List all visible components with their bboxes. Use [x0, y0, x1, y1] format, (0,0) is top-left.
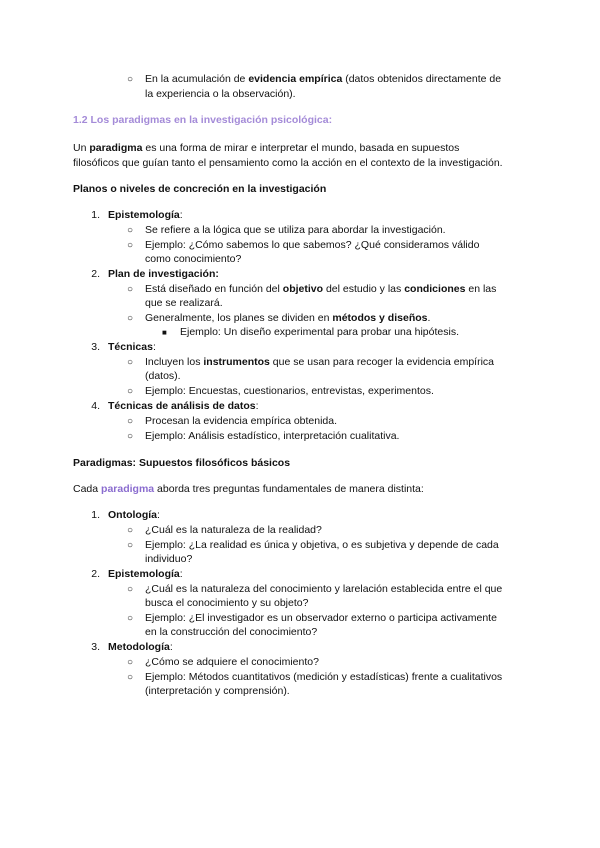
list-number: 1. — [91, 509, 100, 521]
list-number: 4. — [91, 400, 100, 412]
list-item-cont: como conocimiento? — [145, 253, 242, 265]
paradigmas-heading: Paradigmas: Supuestos filosóficos básicos — [73, 457, 291, 469]
plano-title: Técnicas: — [108, 341, 156, 353]
paradigma-link[interactable]: paradigma — [101, 483, 155, 495]
hollow-circle-icon: ○ — [127, 540, 134, 551]
pregunta-title: Ontología: — [108, 509, 160, 521]
hollow-circle-icon: ○ — [127, 525, 134, 536]
list-number: 3. — [91, 341, 100, 353]
list-item: Se refiere a la lógica que se utiliza para abordar la investigación. — [145, 224, 446, 236]
list-number: 2. — [91, 568, 100, 580]
hollow-circle-icon: ○ — [127, 416, 134, 427]
list-item: Ejemplo: Análisis estadístico, interpretación cualitativa. — [145, 430, 400, 442]
hollow-circle-icon: ○ — [127, 672, 134, 683]
list-item-cont: busca el conocimiento y su objeto? — [145, 597, 309, 609]
pregunta-title: Metodología: — [108, 641, 173, 653]
hollow-circle-icon: ○ — [127, 584, 134, 595]
list-item: Ejemplo: ¿La realidad es única y objetiva, o es subjetiva y depende de cada — [145, 539, 499, 551]
list-item-cont: (interpretación y comprensión). — [145, 685, 290, 697]
list-item-cont: que se realizará. — [145, 297, 223, 309]
list-item: Incluyen los instrumentos que se usan para recoger la evidencia empírica — [145, 356, 495, 368]
plano-title: Epistemología: — [108, 209, 183, 221]
list-item: ¿Cuál es la naturaleza del conocimiento y larelación establecida entre el que — [145, 583, 503, 595]
square-bullet-icon: ■ — [162, 328, 167, 337]
list-item: Ejemplo: ¿El investigador es un observador externo o participa activamente — [145, 612, 497, 624]
list-item: ¿Cómo se adquiere el conocimiento? — [145, 656, 319, 668]
intro-line2: filosóficos que guían tanto el pensamiento como la acción en el contexto de la investigación. — [73, 157, 503, 169]
hollow-circle-icon: ○ — [127, 613, 134, 624]
hollow-circle-icon: ○ — [127, 386, 134, 397]
plano-title: Técnicas de análisis de datos: — [108, 400, 259, 412]
list-number: 3. — [91, 641, 100, 653]
list-item-cont: en la construcción del conocimiento? — [145, 626, 318, 638]
planos-heading: Planos o niveles de concreción en la investigación — [73, 183, 327, 195]
hollow-circle-icon: ○ — [127, 240, 134, 251]
hollow-circle-icon: ○ — [127, 284, 134, 295]
list-item: Generalmente, los planes se dividen en métodos y diseños. — [145, 312, 431, 324]
hollow-circle-icon: ○ — [127, 657, 134, 668]
intro-line1: Un paradigma es una forma de mirar e interpretar el mundo, basada en supuestos — [73, 142, 460, 154]
hollow-circle-icon: ○ — [127, 313, 134, 324]
list-item: Ejemplo: Encuestas, cuestionarios, entrevistas, experimentos. — [145, 385, 434, 397]
list-number: 2. — [91, 268, 100, 280]
hollow-circle-icon: ○ — [127, 74, 134, 85]
plano-title: Plan de investigación: — [108, 268, 219, 280]
hollow-circle-icon: ○ — [127, 357, 134, 368]
hollow-circle-icon: ○ — [127, 431, 134, 442]
list-item: Está diseñado en función del objetivo del estudio y las condiciones en las — [145, 283, 497, 295]
list-item: Ejemplo: ¿Cómo sabemos lo que sabemos? ¿Qué consideramos válido — [145, 239, 480, 251]
sub-list-item: Ejemplo: Un diseño experimental para probar una hipótesis. — [180, 326, 459, 338]
list-item: Ejemplo: Métodos cuantitativos (medición y estadísticas) frente a cualitativos — [145, 671, 503, 683]
list-item: Procesan la evidencia empírica obtenida. — [145, 415, 338, 427]
pregunta-title: Epistemología: — [108, 568, 183, 580]
list-item: ¿Cuál es la naturaleza de la realidad? — [145, 524, 322, 536]
top-bullet-line1: En la acumulación de evidencia empírica (datos obtenidos directamente de — [145, 73, 502, 85]
top-bullet-line2: la experiencia o la observación). — [145, 88, 296, 100]
hollow-circle-icon: ○ — [127, 225, 134, 236]
list-item-cont: individuo? — [145, 553, 193, 565]
section-title: 1.2 Los paradigmas en la investigación psicológica: — [73, 114, 333, 126]
list-number: 1. — [91, 209, 100, 221]
cada-paragraph: Cada paradigma aborda tres preguntas fundamentales de manera distinta: — [73, 483, 424, 495]
list-item-cont: (datos). — [145, 370, 181, 382]
